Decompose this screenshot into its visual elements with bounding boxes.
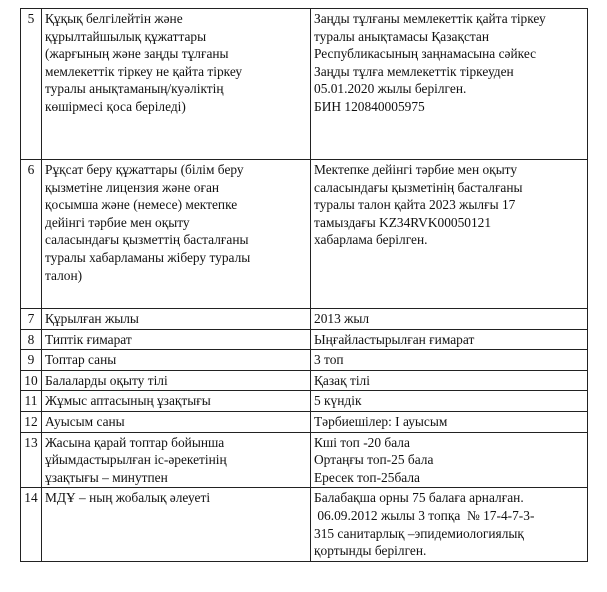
value-line: 06.09.2012 жылы 3 топқа № 17-4-7-3-: [314, 507, 535, 523]
label-line: туралы хабарламаны жіберу туралы: [45, 249, 251, 265]
table-row: [21, 309, 588, 330]
label-line: Типтік ғимарат: [45, 331, 132, 347]
row-label: [42, 309, 311, 330]
row-label: [42, 370, 311, 391]
label-line: Балаларды оқыту тілі: [45, 372, 168, 388]
row-value: [311, 370, 588, 391]
row-number: 8: [21, 329, 42, 350]
label-line: көшірмесі қоса беріледі): [45, 98, 186, 114]
row-number: 11: [21, 391, 42, 412]
row-number: 6: [21, 160, 42, 309]
table-row: [21, 350, 588, 371]
row-label: [42, 160, 311, 309]
value-line: хабарлама берілген.: [314, 232, 428, 248]
row-label: [42, 391, 311, 412]
row-label: [42, 411, 311, 432]
row-label: [42, 350, 311, 371]
label-line: қызметіне лицензия және оған: [45, 179, 220, 195]
label-line: Рұқсат беру құжаттары (білім беру: [45, 162, 244, 177]
label-line: саласындағы қызметтің басталғаны: [45, 232, 249, 248]
value-line: Мектепке дейінгі тәрбие мен оқыту: [314, 162, 518, 177]
row-number: 9: [21, 350, 42, 371]
row-number: 12: [21, 411, 42, 432]
label-line: талон): [45, 267, 83, 283]
label-line: құрылтайшылық құжаттары: [45, 28, 207, 44]
row-label: [42, 329, 311, 350]
value-line: қортынды берілген.: [314, 543, 427, 559]
label-line: МДҰ – ның жобалық әлеуеті: [45, 490, 211, 506]
row-value: [311, 488, 588, 561]
organization-info-table: [20, 8, 588, 562]
value-line: туралы анықтамасы Қазақстан: [314, 28, 490, 44]
table-row: [21, 370, 588, 391]
table-row: [21, 329, 588, 350]
value-line: Ортаңғы топ-25 бала: [314, 452, 434, 468]
value-line: Заңды тұлға мемлекеттік тіркеуден: [314, 63, 514, 79]
table-row: [21, 160, 588, 309]
label-line: Құрылған жылы: [45, 311, 139, 326]
label-line: ұйымдастырылған іс-әрекетінің: [45, 452, 227, 468]
label-line: Ауысым саны: [45, 413, 125, 429]
row-number: 13: [21, 432, 42, 488]
table-row: [21, 432, 588, 488]
row-number: 10: [21, 370, 42, 391]
value-line: 3 топ: [314, 352, 344, 368]
row-number: 5: [21, 9, 42, 160]
row-value: [311, 309, 588, 330]
row-value: [311, 411, 588, 432]
table-row: [21, 391, 588, 412]
value-line: Заңды тұлғаны мемлекеттік қайта тіркеу: [314, 11, 546, 26]
label-line: туралы анықтаманың/куәліктің: [45, 81, 224, 97]
table-row: [21, 411, 588, 432]
label-line: Жұмыс аптасының ұзақтығы: [45, 393, 211, 409]
row-value: [311, 329, 588, 350]
row-label: [42, 9, 311, 160]
value-line: 5 күндік: [314, 393, 362, 409]
value-line: Қазақ тілі: [314, 372, 370, 388]
label-line: дейінгі тәрбие мен оқыту: [45, 214, 190, 230]
row-label: [42, 488, 311, 561]
row-label: [42, 432, 311, 488]
label-line: мемлекеттік тіркеу не қайта тіркеу: [45, 63, 243, 79]
value-line: Тәрбиешілер: I ауысым: [314, 413, 448, 429]
label-line: Жасына қарай топтар бойынша: [45, 434, 225, 450]
value-line: тамыздағы KZ34RVK00050121: [314, 214, 492, 230]
row-value: [311, 160, 588, 309]
row-value: [311, 432, 588, 488]
row-value: [311, 391, 588, 412]
value-line: Кші топ -20 бала: [314, 434, 410, 450]
label-line: Топтар саны: [45, 352, 117, 368]
value-line: Ересек топ-25бала: [314, 469, 420, 485]
table-row: [21, 9, 588, 160]
row-number: 7: [21, 309, 42, 330]
value-line: 315 санитарлық –эпидемиологиялық: [314, 525, 524, 541]
value-line: саласындағы қызметінің басталғаны: [314, 179, 523, 195]
value-line: 05.01.2020 жылы берілген.: [314, 81, 467, 97]
value-line: Республикасының заңнамасына сәйкес: [314, 46, 537, 62]
row-number: 14: [21, 488, 42, 561]
row-value: [311, 9, 588, 160]
label-line: Құқық белгілейтін және: [45, 11, 183, 26]
row-value: [311, 350, 588, 371]
label-line: ұзақтығы – минутпен: [45, 469, 168, 485]
label-line: (жарғының және заңды тұлғаны: [45, 46, 229, 62]
value-line: Ыңғайластырылған ғимарат: [314, 331, 475, 347]
value-line: туралы талон қайта 2023 жылғы 17: [314, 197, 516, 213]
value-line: Балабақша орны 75 балаға арналған.: [314, 490, 524, 506]
value-line: 2013 жыл: [314, 311, 370, 326]
table-row: [21, 488, 588, 561]
value-line: БИН 120840005975: [314, 98, 425, 114]
label-line: қосымша және (немесе) мектепке: [45, 197, 238, 213]
